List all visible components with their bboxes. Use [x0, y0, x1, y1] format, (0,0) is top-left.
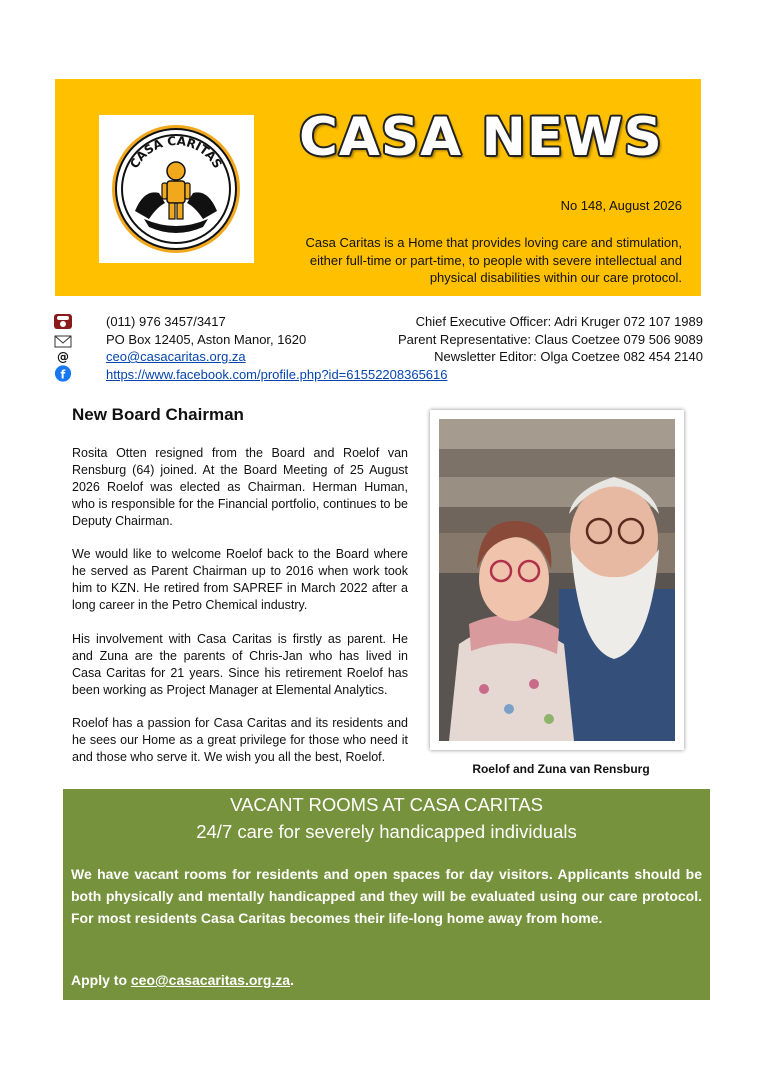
- vacancy-body: We have vacant rooms for residents and open spaces for day visitors. Applicants should be both physically and mentally handicapped and they will be evaluated using our care protocol. For most residents Casa Caritas becomes their life-long home away from home.: [71, 866, 702, 926]
- header-banner: [55, 79, 701, 296]
- casa-caritas-logo: [99, 115, 254, 263]
- apply-prefix: Apply to: [71, 972, 131, 988]
- postal-address: PO Box 12405, Aston Manor, 1620: [106, 332, 307, 347]
- photo-caption: Roelof and Zuna van Rensburg: [472, 762, 650, 776]
- telephone-icon: [53, 313, 73, 330]
- article-paragraph: Roelof has a passion for Casa Caritas and its residents and he sees our Home as a great privilege for those who need it and those who serve it. We wish you all the best, Roelof.: [72, 716, 408, 765]
- tagline: Casa Caritas is a Home that provides loving care and stimulation, either full-time or part-time, to people with severe intellectual and physical disabilities within our care protocol.: [305, 235, 682, 285]
- facebook-icon[interactable]: [53, 365, 73, 382]
- at-icon: [53, 348, 73, 365]
- article-title: New Board Chairman: [72, 405, 244, 424]
- svg-text:CASA CARITAS: CASA CARITAS: [127, 133, 225, 171]
- phone-number: (011) 976 3457/3417: [106, 314, 226, 329]
- article-paragraph: His involvement with Casa Caritas is firstly as parent. He and Zuna are the parents of Chris-Jan who has lived in Casa Caritas for 21 years. Since his retirement Roelof has been working as Project Manager at Elemental Analytics.: [72, 631, 408, 697]
- svg-text:f: f: [60, 368, 66, 382]
- parent-rep-contact: Parent Representative: Claus Coetzee 079 506 9089: [398, 332, 703, 347]
- facebook-link[interactable]: https://www.facebook.com/profile.php?id=61552208365616: [106, 367, 448, 382]
- apply-line: [71, 972, 294, 988]
- apply-email-link[interactable]: ceo@casacaritas.org.za: [130, 972, 291, 988]
- vacancy-subheading: 24/7 care for severely handicapped individuals: [196, 821, 577, 842]
- ceo-contact: Chief Executive Officer: Adri Kruger 072 107 1989: [415, 314, 703, 329]
- apply-suffix: .: [290, 972, 294, 988]
- article-body: [72, 445, 408, 783]
- newsletter-title: CASA NEWS: [299, 107, 663, 168]
- chairman-photo: [430, 410, 684, 750]
- svg-text:@: @: [57, 350, 69, 364]
- contact-block: [50, 313, 710, 385]
- article-paragraph: Rosita Otten resigned from the Board and Roelof van Rensburg (64) joined. At the Board Meeting of 25 August 2026 Roelof was elected as Chairman. Herman Human, who is responsible for the Financial portfolio, continues to be Deputy Chairman.: [72, 446, 408, 528]
- article-paragraph: We would like to welcome Roelof back to the Board where he served as Parent Chairman up to 2016 when work took him to KZN. He retired from SAPREF in March 2022 after a long career in the Petro Chemical industry.: [72, 547, 408, 613]
- editor-contact: Newsletter Editor: Olga Coetzee 082 454 2140: [434, 349, 703, 364]
- email-link[interactable]: ceo@casacaritas.org.za: [106, 349, 246, 364]
- issue-number: No 148, August 2026: [560, 198, 682, 213]
- vacancy-box: [63, 789, 710, 1000]
- vacancy-heading: VACANT ROOMS AT CASA CARITAS: [230, 794, 543, 815]
